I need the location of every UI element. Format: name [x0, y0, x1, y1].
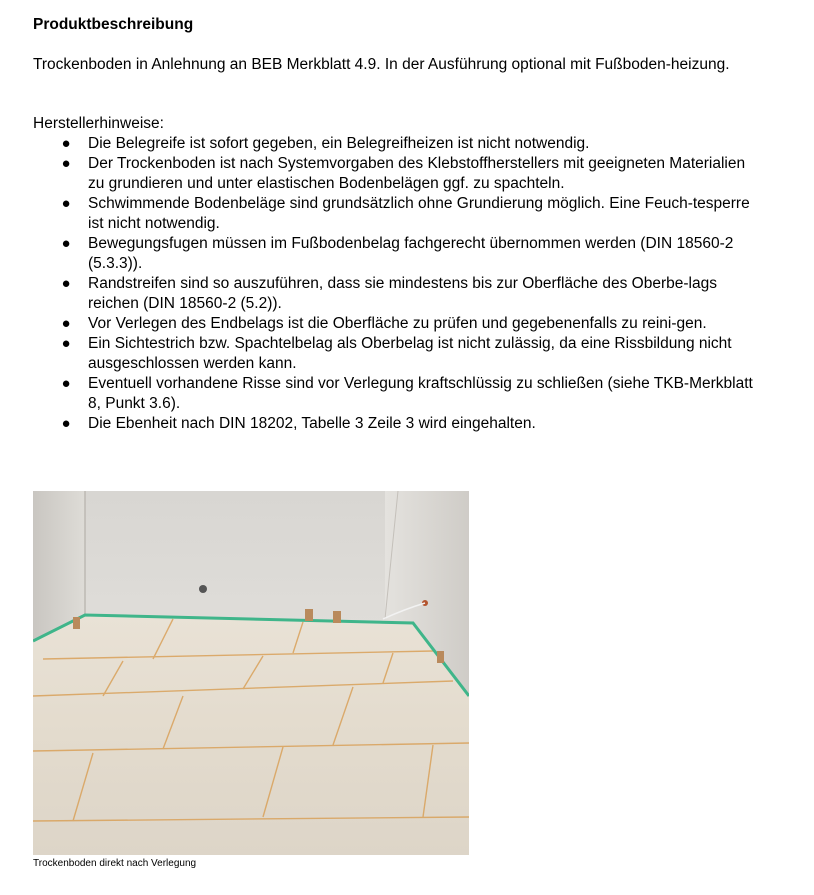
- bullet-icon: ●: [61, 235, 71, 252]
- room-photo-illustration: [33, 491, 469, 855]
- list-item-text: Die Ebenheit nach DIN 18202, Tabelle 3 Zeile 3 wird eingehalten.: [88, 415, 536, 432]
- list-item: [33, 194, 763, 234]
- list-item-text: Ein Sichtestrich bzw. Spachtelbelag als Oberbelag ist nicht zulässig, da eine Rissbildung nicht ausgeschlossen werden kann.: [88, 335, 732, 372]
- wall-socket: [199, 585, 207, 593]
- list-item-text: Schwimmende Bodenbeläge sind grundsätzlich ohne Grundierung möglich. Eine Feuch-tesperre ist nicht notwendig.: [88, 195, 750, 232]
- list-item-text: Vor Verlegen des Endbelags ist die Oberfläche zu prüfen und gegebenenfalls zu reini-gen.: [88, 315, 707, 332]
- list-item-text: Der Trockenboden ist nach Systemvorgaben des Klebstoffherstellers mit geeigneten Materialien zu grundieren und unter elastischen Bodenbelägen ggf. zu spachteln.: [88, 155, 746, 192]
- list-item-text: Die Belegreife ist sofort gegeben, ein Belegreifheizen ist nicht notwendig.: [88, 135, 590, 152]
- spacer-block: [73, 617, 80, 629]
- spacer-block: [305, 609, 313, 621]
- manufacturer-notes-label: Herstellerhinweise:: [33, 115, 164, 132]
- list-item: [33, 374, 763, 414]
- bullet-icon: ●: [61, 315, 71, 332]
- dry-floor-photo: [33, 491, 469, 855]
- list-item: [33, 414, 763, 434]
- spacer-block: [437, 651, 444, 663]
- list-item: [33, 314, 763, 334]
- list-item: [33, 154, 763, 194]
- list-item: [33, 134, 763, 154]
- list-item-text: Eventuell vorhandene Risse sind vor Verlegung kraftschlüssig zu schließen (siehe TKB-Merkblatt 8, Punkt 3.6).: [88, 375, 753, 412]
- section-heading: Produktbeschreibung: [33, 16, 194, 33]
- list-item: [33, 334, 763, 374]
- bullet-icon: ●: [61, 415, 71, 432]
- bullet-icon: ●: [61, 335, 71, 352]
- spacer-block: [333, 611, 341, 623]
- bullet-icon: ●: [61, 375, 71, 392]
- list-item: [33, 234, 763, 274]
- list-item-text: Randstreifen sind so auszuführen, dass sie mindestens bis zur Oberfläche des Oberbe-lags reichen (DIN 18560-2 (5.2)).: [88, 275, 717, 312]
- list-item-text: Bewegungsfugen müssen im Fußbodenbelag fachgerecht übernommen werden (DIN 18560-2 (5.3.3)).: [88, 235, 734, 272]
- bullet-icon: ●: [61, 195, 71, 212]
- bullet-icon: ●: [61, 135, 71, 152]
- bullet-icon: ●: [61, 155, 71, 172]
- photo-caption: Trockenboden direkt nach Verlegung: [33, 858, 197, 869]
- manufacturer-notes-list: [33, 134, 763, 434]
- list-item: [33, 274, 763, 314]
- intro-paragraph: Trockenboden in Anlehnung an BEB Merkblatt 4.9. In der Ausführung optional mit Fußboden-heizung.: [33, 56, 730, 73]
- bullet-icon: ●: [61, 275, 71, 292]
